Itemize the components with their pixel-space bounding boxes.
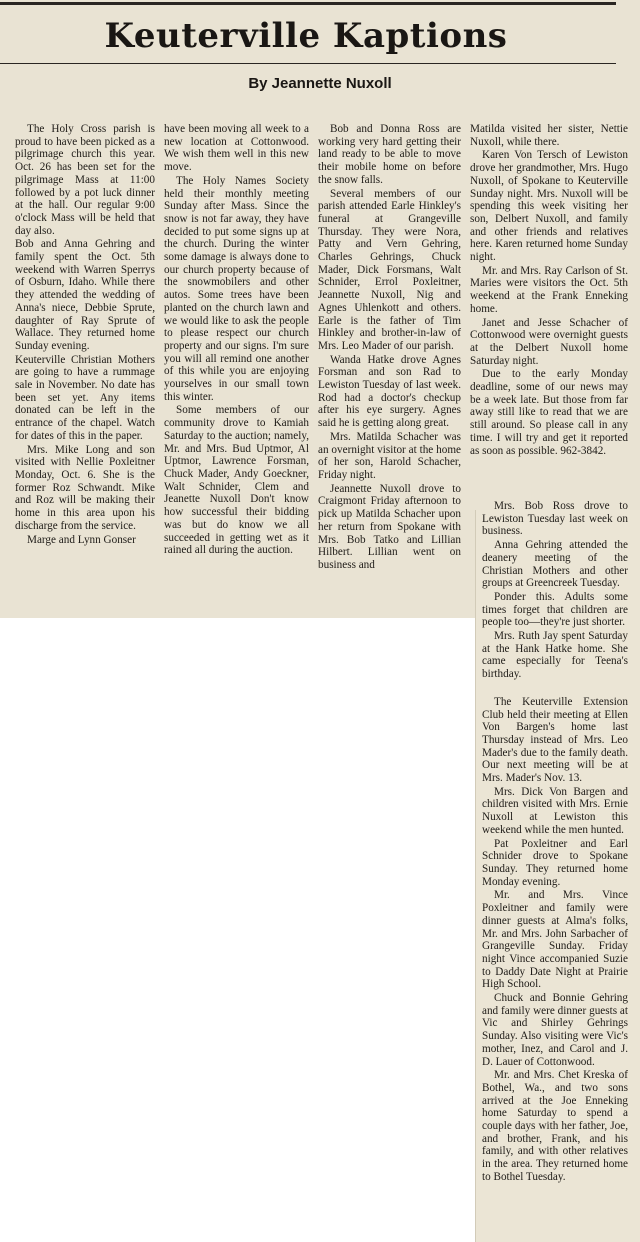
byline: By Jeannette Nuxoll — [248, 75, 392, 92]
top-rule — [0, 2, 616, 5]
paragraph: Mrs. Ruth Jay spent Saturday at the Hank Hatke home. She came especially for Teena's birthday. — [482, 630, 628, 681]
paragraph: Mrs. Bob Ross drove to Lewiston Tuesday last week on business. — [482, 500, 628, 538]
paragraph: Keuterville Christian Mothers are going to have a rummage sale in November. No date has been set yet. Any items donated can be left in the entrance of the chapel. Watch for dates of this in the paper. — [15, 353, 155, 442]
paragraph: The Holy Cross parish is proud to have been picked as a pilgrimage church this year. Oct. 26 has been set for the pilgrimage Mass at 11:00 followed by a pot luck dinner at the hall. Our regular 9:00 o'clock Mass will be held that day also. — [15, 123, 155, 237]
title-rule — [0, 63, 616, 64]
paragraph: Wanda Hatke drove Agnes Forsman and son Rad to Lewiston Tuesday of last week. Rod had a doctor's checkup after his eye surgery. Agnes said he is getting along great. — [318, 353, 461, 430]
paragraph: The Holy Names Society held their monthly meeting Sunday after Mass. Since the snow is not far away, they have decided to put some signs up at the church. During the winter some damage is always done to our church property because of the snowmobilers and other autos. Some trees have been planted on the church lawn and we would like to ask the people to please respect our church property and our signs. I'm sure you will all remind one another of this while you are enjoying yourselves in our small town this winter. — [164, 174, 309, 403]
paragraph: Some members of our community drove to Kamiah Saturday to the auction; namely, Mr. and Mrs. Bud Uptmor, Al Uptmor, Lawrence Forsman, Chuck Mader, Andy Goeckner, Walt Schnider, Clem and Jeanette Nuxoll Don't know how successful their bidding was but do know we all succeeded in getting wet as it rained all during the auction. — [164, 404, 309, 557]
paragraph: Jeannette Nuxoll drove to Craigmont Friday afternoon to pick up Matilda Schacher upon her return from Spokane with Mrs. Bob Tatko and Lillian Hilbert. Lillian went on business and — [318, 482, 461, 571]
paragraph: Mrs. Mike Long and son visited with Nellie Poxleitner Monday, Oct. 6. She is the former Roz Schwandt. Mike and Roz will be making their home in this area upon his discharge from the service. — [15, 443, 155, 532]
spacer — [482, 682, 628, 696]
paragraph: Mr. and Mrs. Chet Kreska of Bothel, Wa., and two sons arrived at the Joe Enneking home Saturday to spend a couple days with her father, Joe, and brother, Frank, and his family, and with other relatives in the area. They returned home to Bothel Tuesday. — [482, 1069, 628, 1183]
paragraph: Bob and Anna Gehring and family spent the Oct. 5th weekend with Warren Sperrys of Osburn, Idaho. While there they attended the wedding of Anna's niece, Debbie Sprute, daughter of Ray Sprute of Wallace. They returned home Sunday evening. — [15, 238, 155, 352]
column-4 — [470, 123, 628, 458]
paragraph: Anna Gehring attended the deanery meeting of the Christian Mothers and other groups at Greencreek Tuesday. — [482, 539, 628, 590]
paragraph: Mrs. Dick Von Bargen and children visited with Mrs. Ernie Nuxoll at Lewiston this weekend while the men hunted. — [482, 785, 628, 836]
column-5 — [482, 500, 628, 1185]
paragraph: Several members of our parish attended Earle Hinkley's funeral at Grangeville Thursday. They were Nora, Patty and Vern Gehring, Charles Gehrings, Chuck Mader, Dick Forsmans, Walt Schnider, Errol Poxleitner, Jeannette Nuxoll, Nig and Agnes Uhlenkott and others. Earle is the father of Tim Hinkley and brother-in-law of Mrs. Leo Mader of our parish. — [318, 187, 461, 352]
paragraph: Matilda visited her sister, Nettie Nuxoll, while there. — [470, 123, 628, 148]
paragraph: Marge and Lynn Gonser — [27, 533, 136, 546]
paragraph: Bob and Donna Ross are working very hard getting their land ready to be able to move their mobile home on before the snow falls. — [318, 123, 461, 186]
paragraph: The Keuterville Extension Club held their meeting at Ellen Von Bargen's home last Thursday instead of Mrs. Leo Mader's due to the family death. Our next meeting will be at Mrs. Mader's Nov. 13. — [482, 695, 628, 785]
paragraph: Due to the early Monday deadline, some of our news may be a week late. But those from far away still like to read that we are still around. So please call in any time. I will try and get it reported as soon as possible. 962-3842. — [470, 368, 628, 457]
headline: Keuterville Kaptions — [104, 16, 508, 56]
paragraph: Mrs. Matilda Schacher was an overnight visitor at the home of her son, Harold Schacher, Friday night. — [318, 430, 461, 481]
paragraph: Ponder this. Adults some times forget that children are people too—they're just shorter. — [482, 590, 628, 629]
paragraph: Karen Von Tersch of Lewiston drove her grandmother, Mrs. Hugo Nuxoll, of Spokane to Keuterville Sunday night. Mrs. Nuxoll will be spending this week visiting her son, Delbert Nuxoll, and family and other friends and relatives here. Karen returned home Sunday night. — [470, 149, 628, 264]
column-1 — [15, 123, 155, 547]
column-3 — [318, 123, 461, 573]
paragraph: Mr. and Mrs. Vince Poxleitner and family were dinner guests at Alma's folks, Mr. and Mrs. John Sarbacher of Grangeville Sunday. Friday night Vince accompanied Suzie to Daddy Date Night at Prairie High School. — [482, 889, 628, 991]
paragraph: Pat Poxleitner and Earl Schnider drove to Spokane Sunday. They returned home Monday evening. — [482, 837, 628, 888]
paragraph: Chuck and Bonnie Gehring and family were dinner guests at Vic and Shirley Gehrings Sunday. Also visiting were Vic's mother, Inez, and Carol and J. D. Lauer of Cottonwood. — [482, 992, 628, 1068]
column-2 — [164, 123, 309, 558]
paragraph: Mr. and Mrs. Ray Carlson of St. Maries were visitors the Oct. 5th weekend at the Frank Enneking home. — [470, 264, 628, 315]
paragraph: have been moving all week to a new location at Cottonwood. We wish them well in this new move. — [164, 123, 309, 174]
paragraph: Janet and Jesse Schacher of Cottonwood were overnight guests at the Delbert Nuxoll home Saturday night. — [470, 316, 628, 367]
